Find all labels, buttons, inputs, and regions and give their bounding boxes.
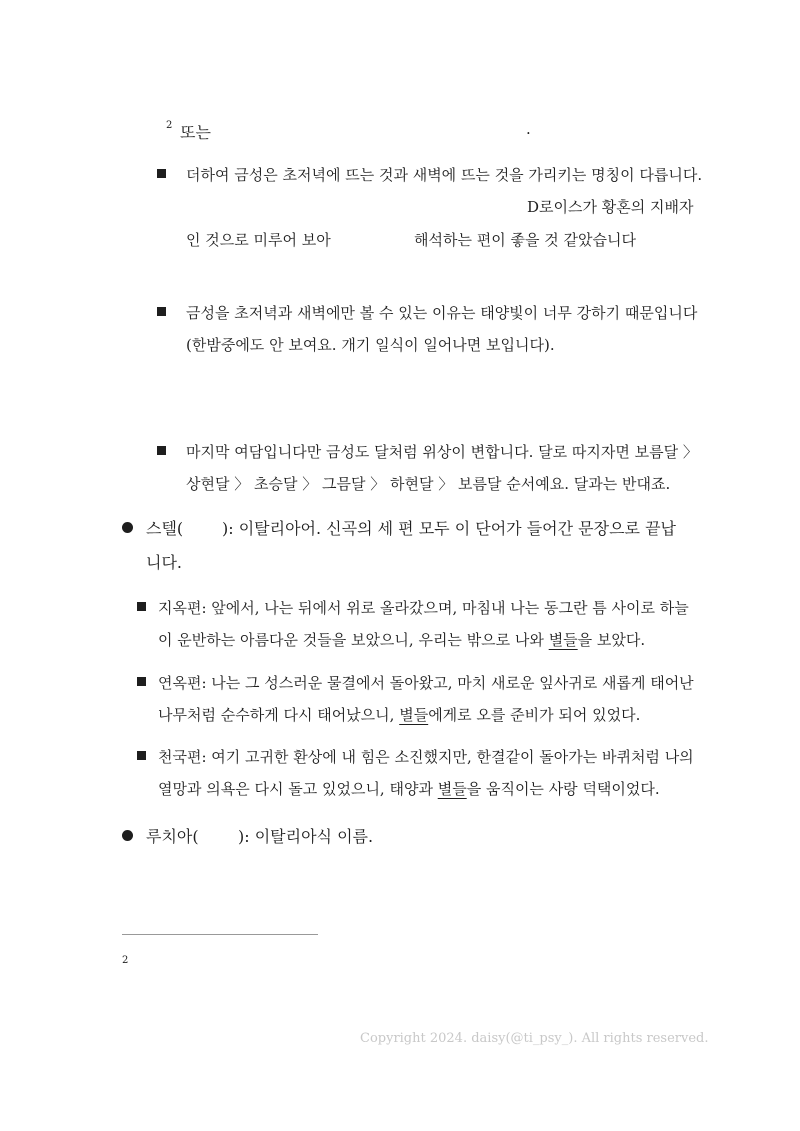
stelle-underlined-word: 별들 [399, 706, 429, 724]
footnote-ref-marker: 2 [166, 120, 173, 131]
square-bullet-icon [157, 307, 166, 316]
venus-phase-line1: 마지막 여담입니다만 금성도 달처럼 위상이 변합니다. 달로 따지자면 보름달 〉 [186, 443, 698, 461]
footnote-marker: 2 [122, 955, 129, 966]
purgatorio-quote-line2: 나무처럼 순수하게 다시 태어났으니, 별들에게로 오를 준비가 되어 있었다. [158, 706, 641, 724]
stelle-definition-cont: 니다. [146, 553, 182, 572]
lucia-definition: ): 이탈리아식 이름. [238, 827, 374, 846]
venus-name-line3a: 인 것으로 미루어 보아 [186, 231, 331, 249]
inferno-quote-line1: 지옥편: 앞에서, 나는 뒤에서 위로 올라갔으며, 마침내 나는 동그란 틈 사이로 하늘 [158, 599, 689, 617]
stelle-term: 스텔( [146, 519, 184, 538]
stelle-underlined-word: 별들 [548, 631, 578, 649]
copyright-notice: Copyright 2024. daisy(@ti_psy_). All rights reserved. [360, 1031, 709, 1046]
square-bullet-icon [157, 446, 166, 455]
stelle-underlined-word: 별들 [437, 780, 467, 798]
circle-bullet-icon [122, 522, 133, 533]
purgatorio-quote-line1: 연옥편: 나는 그 성스러운 물결에서 돌아왔고, 마치 새로운 잎사귀로 새롭게 태어난 [158, 674, 694, 692]
inferno-quote-line2: 이 운반하는 아름다운 것들을 보았으니, 우리는 밖으로 나와 별들을 보았다. [158, 631, 646, 649]
venus-phase-line2: 상현달 〉 초승달 〉 그믐달 〉 하현달 〉 보름달 순서예요. 달과는 반대죠. [186, 475, 671, 493]
venus-visibility-line1: 금성을 초저녁과 새벽에만 볼 수 있는 이유는 태양빛이 너무 강하기 때문입니다 [186, 304, 698, 322]
paradiso-quote-line2: 열망과 의욕은 다시 돌고 있었으니, 태양과 별들을 움직이는 사랑 덕택이었다. [158, 780, 660, 798]
header-note-dot: . [526, 120, 531, 138]
venus-name-line1: 더하여 금성은 초저녁에 뜨는 것과 새벽에 뜨는 것을 가리키는 명칭이 다릅니다. [186, 166, 703, 184]
venus-name-line2: D로이스가 황혼의 지배자 [527, 198, 694, 216]
venus-visibility-line2: (한밤중에도 안 보여요. 개기 일식이 일어나면 보입니다). [186, 336, 555, 354]
circle-bullet-icon [122, 830, 133, 841]
venus-name-line3b: 해석하는 편이 좋을 것 같았습니다 [414, 231, 636, 249]
footnote-separator [122, 934, 318, 935]
square-bullet-icon [137, 677, 146, 686]
header-note-text: 또는 [180, 123, 211, 142]
stelle-definition: ): 이탈리아어. 신곡의 세 편 모두 이 단어가 들어간 문장으로 끝납 [222, 519, 676, 538]
lucia-term: 루치아( [146, 827, 199, 846]
square-bullet-icon [137, 751, 146, 760]
square-bullet-icon [157, 169, 166, 178]
square-bullet-icon [137, 602, 146, 611]
paradiso-quote-line1: 천국편: 여기 고귀한 환상에 내 힘은 소진했지만, 한결같이 돌아가는 바퀴처럼 나의 [158, 748, 694, 766]
